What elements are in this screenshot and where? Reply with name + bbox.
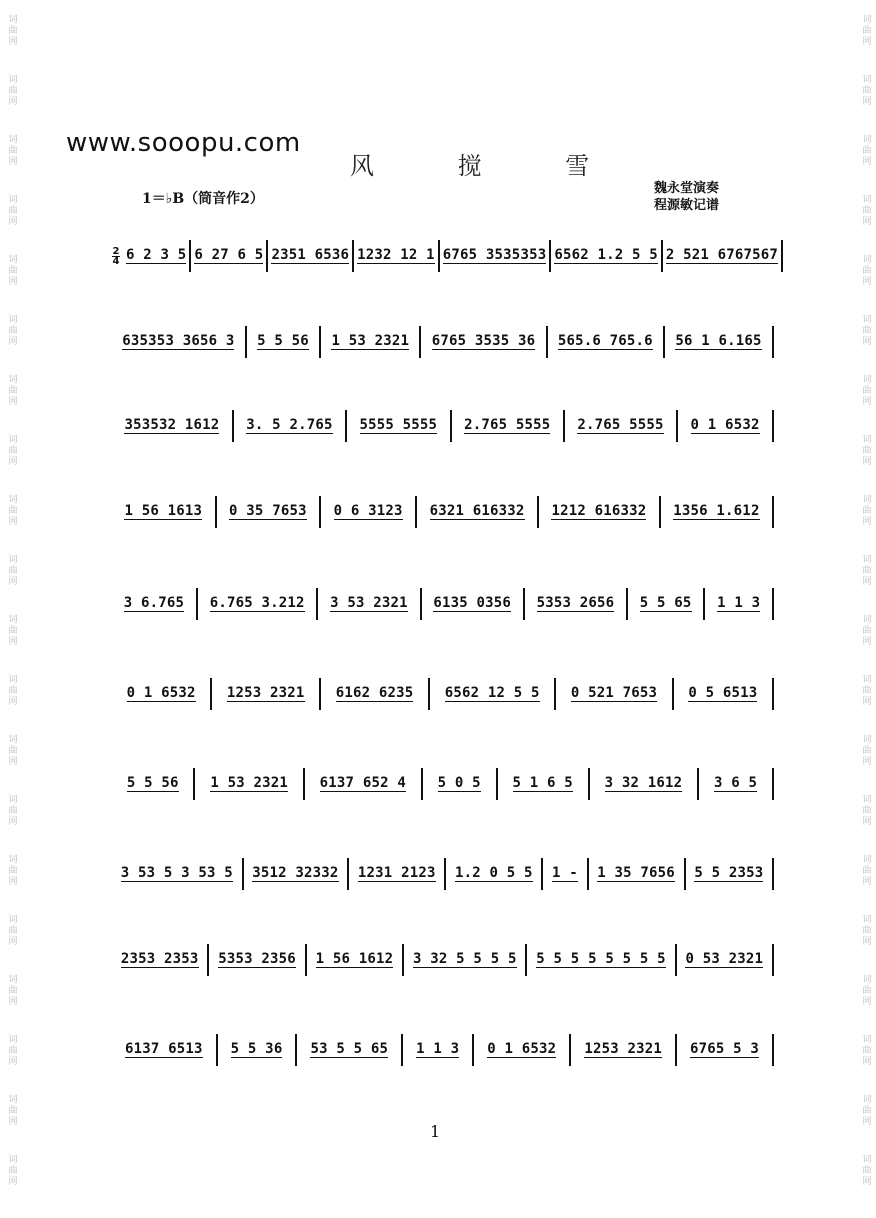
score-line xyxy=(112,322,774,362)
measure-notes: 2351 6536 xyxy=(271,247,350,263)
measure xyxy=(242,858,348,890)
measure xyxy=(626,588,703,620)
measure-notes: 1 35 7656 xyxy=(597,865,675,881)
measure xyxy=(523,588,626,620)
watermark-text: 词曲网 xyxy=(6,673,17,707)
watermark-text: 词曲网 xyxy=(860,553,871,587)
score-line xyxy=(112,584,774,624)
measure xyxy=(428,678,554,710)
watermark-text: 词曲网 xyxy=(860,433,871,467)
measure-notes: 5 5 2353 xyxy=(694,865,764,881)
measure xyxy=(112,678,210,710)
measure xyxy=(232,410,345,442)
measure xyxy=(345,410,450,442)
watermark-text: 词曲网 xyxy=(860,613,871,647)
watermark-text: 词曲网 xyxy=(6,1153,17,1187)
measure-notes: 3512 32332 xyxy=(252,865,339,881)
measure xyxy=(472,1034,569,1066)
measure xyxy=(676,410,774,442)
measure xyxy=(450,410,563,442)
watermark-text: 词曲网 xyxy=(6,433,17,467)
measure xyxy=(210,678,319,710)
measure xyxy=(563,410,676,442)
performer-credit: 魏永堂演奏 xyxy=(654,181,720,196)
measure xyxy=(419,326,545,358)
measure-notes: 0 5 6513 xyxy=(688,685,758,701)
measure xyxy=(537,496,659,528)
measure-notes: 353532 1612 xyxy=(124,417,220,433)
measure xyxy=(588,768,697,800)
measure-notes: 0 35 7653 xyxy=(229,503,307,519)
credits xyxy=(654,180,719,214)
measure-notes: 0 1 6532 xyxy=(126,685,196,701)
watermark-text: 词曲网 xyxy=(6,613,17,647)
watermark-text: 词曲网 xyxy=(6,373,17,407)
measure-notes: 1 56 1613 xyxy=(124,503,203,519)
measure xyxy=(438,240,550,272)
measure-notes: 1 53 2321 xyxy=(210,775,288,791)
measure-notes: 0 1 6532 xyxy=(690,417,760,433)
measure-notes: 56 1 6.165 xyxy=(675,333,762,349)
measure-notes: 635353 3656 3 xyxy=(122,333,235,349)
measure-notes: 6765 3535353 xyxy=(442,247,547,263)
measure xyxy=(352,240,438,272)
measure xyxy=(421,768,496,800)
watermark-text: 词曲网 xyxy=(860,493,871,527)
measure-notes: 1 53 2321 xyxy=(331,333,410,349)
measure xyxy=(112,496,215,528)
measure-notes: 2353 2353 xyxy=(120,951,199,967)
measure xyxy=(401,1034,472,1066)
measure xyxy=(193,768,302,800)
watermark-text: 词曲网 xyxy=(6,133,17,167)
watermark-text: 词曲网 xyxy=(6,1093,17,1127)
measure-notes: 5 5 65 xyxy=(639,595,692,611)
measure-notes: 5 1 6 5 xyxy=(512,775,573,791)
measure xyxy=(112,326,245,358)
measure-notes: 1232 12 1 xyxy=(357,247,435,263)
measure xyxy=(697,768,774,800)
measure-notes: 6321 616332 xyxy=(429,503,525,519)
measure xyxy=(703,588,774,620)
measure-notes: 6 27 6 5 xyxy=(194,247,264,263)
watermark-text: 词曲网 xyxy=(860,853,871,887)
measure xyxy=(112,858,242,890)
measure xyxy=(319,678,428,710)
measure xyxy=(587,858,684,890)
measure xyxy=(402,944,525,976)
measure xyxy=(123,240,189,272)
song-title: 风 搅 雪 xyxy=(350,152,628,180)
measure xyxy=(112,768,193,800)
score-line xyxy=(112,940,774,980)
measure xyxy=(316,588,419,620)
measure xyxy=(415,496,537,528)
watermark-text: 词曲网 xyxy=(860,373,871,407)
watermark-text: 词曲网 xyxy=(860,13,871,47)
measure-notes: 6562 1.2 5 5 xyxy=(554,247,658,263)
measure xyxy=(554,678,672,710)
measure-notes: 0 1 6532 xyxy=(487,1041,557,1057)
measure xyxy=(549,240,661,272)
measure-notes: 2.765 5555 xyxy=(577,417,664,433)
measure-notes: 1253 2321 xyxy=(584,1041,662,1057)
time-signature-bottom: 4 xyxy=(112,255,120,267)
page-number: 1 xyxy=(430,1122,441,1141)
watermark-text: 词曲网 xyxy=(860,913,871,947)
measure-notes: 5 5 36 xyxy=(230,1041,283,1057)
measure xyxy=(196,588,316,620)
score-line xyxy=(112,854,774,894)
measure-notes: 0 53 2321 xyxy=(685,951,764,967)
measure xyxy=(303,768,421,800)
measure-notes: 5 5 5 5 5 5 5 5 xyxy=(536,951,666,967)
measure xyxy=(245,326,319,358)
measure-notes: 5 5 56 xyxy=(257,333,309,349)
measure-notes: 1356 1.612 xyxy=(673,503,760,519)
measure xyxy=(112,410,232,442)
measure-notes: 1 56 1612 xyxy=(315,951,394,967)
measure xyxy=(305,944,402,976)
score-line xyxy=(112,764,774,804)
measure xyxy=(215,496,320,528)
watermark-text: 词曲网 xyxy=(6,973,17,1007)
measure xyxy=(672,678,774,710)
measure-notes: 2 521 6767567 xyxy=(665,247,779,263)
watermark-text: 词曲网 xyxy=(6,553,17,587)
measure xyxy=(319,496,415,528)
score-line xyxy=(112,406,774,446)
measure-notes: 5 5 56 xyxy=(126,775,179,791)
watermark-text: 词曲网 xyxy=(6,13,17,47)
measure-notes: 1 1 3 xyxy=(416,1041,460,1057)
measure xyxy=(444,858,541,890)
measure-notes: 1212 616332 xyxy=(551,503,647,519)
watermark-text: 词曲网 xyxy=(6,1033,17,1067)
watermark-strip-right xyxy=(854,0,876,1218)
score-line xyxy=(112,492,774,532)
measure-notes: 6765 3535 36 xyxy=(431,333,536,349)
watermark-text: 词曲网 xyxy=(860,313,871,347)
time-signature xyxy=(112,247,120,266)
measure-notes: 6562 12 5 5 xyxy=(444,685,540,701)
measure xyxy=(675,1034,774,1066)
watermark-text: 词曲网 xyxy=(6,253,17,287)
transcriber-credit: 程源敏记谱 xyxy=(654,198,720,213)
watermark-text: 词曲网 xyxy=(6,73,17,107)
score-line xyxy=(112,1030,774,1070)
measure-notes: 1231 2123 xyxy=(357,865,436,881)
measure-notes: 5555 5555 xyxy=(359,417,438,433)
measure-notes: 3. 5 2.765 xyxy=(246,417,333,433)
score-line xyxy=(112,674,774,714)
time-signature-top: 2 xyxy=(112,245,120,257)
watermark-text: 词曲网 xyxy=(6,493,17,527)
watermark-text: 词曲网 xyxy=(6,913,17,947)
measure-notes: 1.2 0 5 5 xyxy=(454,865,533,881)
watermark-text: 词曲网 xyxy=(860,1153,871,1187)
watermark-text: 词曲网 xyxy=(6,313,17,347)
measure xyxy=(525,944,674,976)
measure-notes: 3 32 5 5 5 5 xyxy=(413,951,517,967)
watermark-text: 词曲网 xyxy=(860,73,871,107)
watermark-text: 词曲网 xyxy=(6,853,17,887)
watermark-text: 词曲网 xyxy=(860,733,871,767)
measure-notes: 1 1 3 xyxy=(717,595,761,611)
watermark-text: 词曲网 xyxy=(6,733,17,767)
measure-notes: 6135 0356 xyxy=(433,595,512,611)
watermark-text: 词曲网 xyxy=(860,253,871,287)
measure xyxy=(347,858,444,890)
watermark-text: 词曲网 xyxy=(860,1033,871,1067)
measure-notes: 2.765 5555 xyxy=(464,417,551,433)
watermark-strip-left xyxy=(0,0,22,1218)
measure-notes: 1253 2321 xyxy=(226,685,305,701)
watermark-text: 词曲网 xyxy=(6,193,17,227)
measure xyxy=(684,858,774,890)
measure-notes: 3 53 5 3 53 5 xyxy=(120,865,233,881)
measure xyxy=(420,588,523,620)
measure xyxy=(112,944,207,976)
measure-notes: 3 6.765 xyxy=(123,595,185,611)
measure-notes: 5 0 5 xyxy=(437,775,481,791)
measure xyxy=(659,496,774,528)
watermark-text: 词曲网 xyxy=(860,673,871,707)
measure xyxy=(569,1034,675,1066)
measure xyxy=(675,944,774,976)
measure xyxy=(546,326,664,358)
measure-notes: 0 6 3123 xyxy=(333,503,403,519)
watermark-text: 词曲网 xyxy=(860,1093,871,1127)
measure-notes: 1 - xyxy=(552,865,578,881)
measure-notes: 3 53 2321 xyxy=(330,595,408,611)
measure xyxy=(541,858,586,890)
measure xyxy=(295,1034,401,1066)
measure-notes: 6765 5 3 xyxy=(689,1041,760,1057)
site-url: www.sooopu.com xyxy=(66,128,301,158)
measure-notes: 565.6 765.6 xyxy=(557,333,653,349)
measure-notes: 6162 6235 xyxy=(335,685,414,701)
measure-notes: 0 521 7653 xyxy=(570,685,658,701)
measure xyxy=(661,240,783,272)
watermark-text: 词曲网 xyxy=(860,973,871,1007)
key-signature: 1＝♭B（筒音作2） xyxy=(142,191,264,207)
measure-notes: 3 6 5 xyxy=(713,775,758,791)
measure xyxy=(189,240,266,272)
measure-notes: 6.765 3.212 xyxy=(209,595,305,611)
measure-notes: 5353 2356 xyxy=(218,951,296,967)
measure-notes: 5353 2656 xyxy=(536,595,615,611)
watermark-text: 词曲网 xyxy=(860,133,871,167)
measure xyxy=(266,240,352,272)
measure xyxy=(216,1034,296,1066)
watermark-text: 词曲网 xyxy=(6,793,17,827)
watermark-text: 词曲网 xyxy=(860,193,871,227)
measure-notes: 6137 652 4 xyxy=(319,775,406,791)
measure xyxy=(663,326,774,358)
watermark-text: 词曲网 xyxy=(860,793,871,827)
measure xyxy=(112,1034,216,1066)
measure-notes: 3 32 1612 xyxy=(604,775,683,791)
measure-notes: 53 5 5 65 xyxy=(310,1041,389,1057)
measure xyxy=(319,326,419,358)
measure-notes: 6 2 3 5 xyxy=(126,247,187,263)
measure-notes: 6137 6513 xyxy=(125,1041,203,1057)
score-line xyxy=(112,236,779,276)
measure xyxy=(496,768,588,800)
measure xyxy=(112,588,196,620)
measure xyxy=(207,944,304,976)
